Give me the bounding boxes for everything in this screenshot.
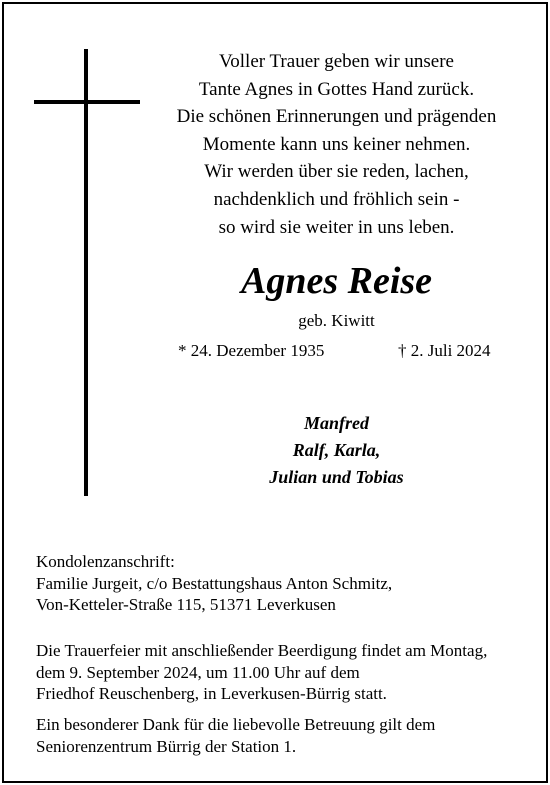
family-signatures xyxy=(164,410,509,491)
thanks-note xyxy=(36,714,435,757)
thanks-line: Seniorenzentrum Bürrig der Station 1. xyxy=(36,736,297,756)
funeral-line: Die Trauerfeier mit anschließender Beerdigung findet am Montag, xyxy=(36,641,488,660)
funeral-line: Friedhof Reuschenberg, in Leverkusen-Bürrig statt. xyxy=(36,684,387,703)
memorial-poem xyxy=(164,48,509,241)
death-date: † 2. Juli 2024 xyxy=(398,341,491,360)
cross-icon-vertical xyxy=(84,49,88,496)
poem-line: so wird sie weiter in uns leben. xyxy=(218,216,455,238)
deceased-name: Agnes Reise xyxy=(240,260,433,302)
condolence-line: Kondolenzanschrift: xyxy=(36,552,175,571)
poem-line: Momente kann uns keiner nehmen. xyxy=(202,133,471,155)
thanks-line: Ein besonderer Dank für die liebevolle Betreuung gilt dem xyxy=(36,715,436,734)
funeral-line: dem 9. September 2024, um 11.00 Uhr auf dem xyxy=(36,662,360,682)
obituary-notice xyxy=(2,2,548,783)
condolence-address xyxy=(36,551,392,616)
condolence-line: Familie Jurgeit, c/o Bestattungshaus Anton Schmitz, xyxy=(36,573,393,593)
family-line: Manfred xyxy=(303,413,369,433)
family-line: Ralf, Karla, xyxy=(292,440,381,460)
funeral-info xyxy=(36,640,487,705)
poem-line: Tante Agnes in Gottes Hand zurück. xyxy=(198,78,475,100)
poem-line: Voller Trauer geben wir unsere xyxy=(219,51,454,72)
condolence-line: Von-Ketteler-Straße 115, 51371 Leverkusen xyxy=(36,595,336,614)
poem-line: nachdenklich und fröhlich sein - xyxy=(213,188,460,210)
birth-name: geb. Kiwitt xyxy=(298,311,375,330)
poem-line: Die schönen Erinnerungen und prägenden xyxy=(176,106,497,128)
birth-date: * 24. Dezember 1935 xyxy=(178,341,325,360)
poem-line: Wir werden über sie reden, lachen, xyxy=(204,161,469,183)
cross-icon-horizontal xyxy=(34,100,140,104)
family-line: Julian und Tobias xyxy=(269,467,404,487)
